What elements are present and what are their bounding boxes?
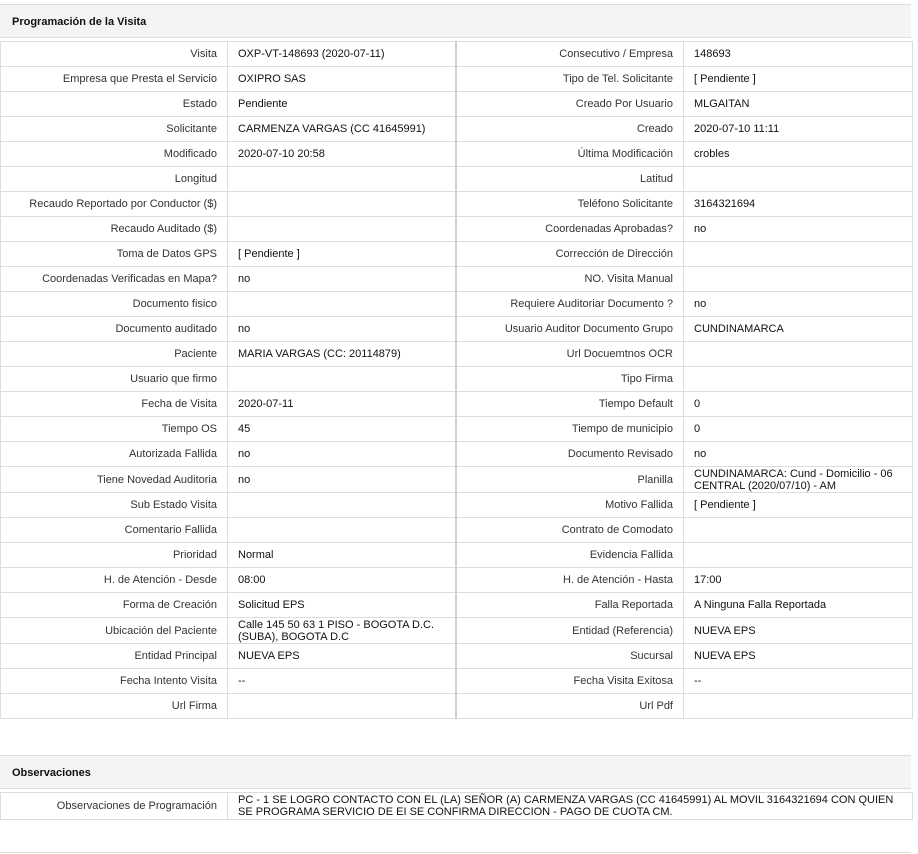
observaciones-header	[0, 755, 911, 789]
field-label: Entidad (Referencia)	[456, 618, 684, 644]
table-row	[1, 593, 913, 618]
field-value: --	[228, 669, 456, 694]
table-row	[1, 417, 913, 442]
table-row	[1, 694, 913, 719]
field-label: Documento Revisado	[456, 442, 684, 467]
table-row	[1, 117, 913, 142]
field-value	[228, 367, 456, 392]
field-label: Solicitante	[1, 117, 228, 142]
field-value: no	[228, 267, 456, 292]
table-row	[1, 217, 913, 242]
field-value	[684, 543, 913, 568]
field-value: NUEVA EPS	[228, 644, 456, 669]
table-row	[1, 317, 913, 342]
field-value: [ Pendiente ]	[228, 242, 456, 267]
field-value: 17:00	[684, 568, 913, 593]
table-row	[1, 467, 913, 493]
field-value: --	[684, 669, 913, 694]
field-value: CARMENZA VARGAS (CC 41645991)	[228, 117, 456, 142]
field-label: Tiempo OS	[1, 417, 228, 442]
field-label: Corrección de Dirección	[456, 242, 684, 267]
table-row	[1, 92, 913, 117]
field-value: no	[228, 442, 456, 467]
table-row	[1, 367, 913, 392]
table-row	[1, 142, 913, 167]
table-row	[1, 192, 913, 217]
observaciones-label: Observaciones de Programación	[1, 793, 228, 820]
field-value	[228, 694, 456, 719]
bottom-divider	[0, 852, 911, 853]
field-label: Tipo Firma	[456, 367, 684, 392]
table-row	[1, 67, 913, 92]
field-label: Tiene Novedad Auditoria	[1, 467, 228, 493]
table-row	[1, 42, 913, 67]
field-label: Latitud	[456, 167, 684, 192]
field-value: Normal	[228, 543, 456, 568]
field-value	[228, 292, 456, 317]
field-label: Documento fisico	[1, 292, 228, 317]
field-label: Evidencia Fallida	[456, 543, 684, 568]
field-value: Solicitud EPS	[228, 593, 456, 618]
field-value	[684, 242, 913, 267]
field-value	[228, 493, 456, 518]
field-value: 0	[684, 417, 913, 442]
field-label: Ubicación del Paciente	[1, 618, 228, 644]
field-value: crobles	[684, 142, 913, 167]
field-value	[228, 167, 456, 192]
field-value: CUNDINAMARCA: Cund - Domicilio - 06 CENTRAL (2020/07/10) - AM	[684, 467, 913, 493]
table-row	[1, 267, 913, 292]
field-value: CUNDINAMARCA	[684, 317, 913, 342]
programacion-title: Programación de la Visita	[12, 16, 147, 28]
field-label: Visita	[1, 42, 228, 67]
field-label: Paciente	[1, 342, 228, 367]
field-label: Tipo de Tel. Solicitante	[456, 67, 684, 92]
field-value: OXP-VT-148693 (2020-07-11)	[228, 42, 456, 67]
field-label: Teléfono Solicitante	[456, 192, 684, 217]
field-label: Sucursal	[456, 644, 684, 669]
field-label: Tiempo Default	[456, 392, 684, 417]
field-label: Fecha de Visita	[1, 392, 228, 417]
table-row	[1, 543, 913, 568]
field-label: Prioridad	[1, 543, 228, 568]
field-label: Comentario Fallida	[1, 518, 228, 543]
field-value: OXIPRO SAS	[228, 67, 456, 92]
field-value	[684, 518, 913, 543]
field-label: Documento auditado	[1, 317, 228, 342]
field-value: NUEVA EPS	[684, 644, 913, 669]
field-value: [ Pendiente ]	[684, 493, 913, 518]
field-value	[228, 217, 456, 242]
field-label: Url Docuemtnos OCR	[456, 342, 684, 367]
field-label: Creado Por Usuario	[456, 92, 684, 117]
field-label: Última Modificación	[456, 142, 684, 167]
field-label: Sub Estado Visita	[1, 493, 228, 518]
field-value: 148693	[684, 42, 913, 67]
field-label: Recaudo Reportado por Conductor ($)	[1, 192, 228, 217]
field-label: H. de Atención - Desde	[1, 568, 228, 593]
field-label: Requiere Auditoriar Documento ?	[456, 292, 684, 317]
programacion-table	[0, 41, 913, 719]
field-value	[228, 518, 456, 543]
field-value: 0	[684, 392, 913, 417]
observaciones-value: PC - 1 SE LOGRO CONTACTO CON EL (LA) SEÑOR (A) CARMENZA VARGAS (CC 41645991) AL MOVIL 3164321694 CON QUIEN SE PROGRAMA SERVICIO DE EI SE CONFIRMA DIRECCION - PAGO DE CUOTA CM.	[228, 793, 913, 820]
table-row	[1, 493, 913, 518]
field-label: Creado	[456, 117, 684, 142]
field-value: [ Pendiente ]	[684, 67, 913, 92]
field-value: 2020-07-11	[228, 392, 456, 417]
field-label: Usuario Auditor Documento Grupo	[456, 317, 684, 342]
table-row	[1, 669, 913, 694]
field-value: no	[228, 467, 456, 493]
field-label: Estado	[1, 92, 228, 117]
field-value	[684, 267, 913, 292]
field-value: no	[684, 217, 913, 242]
field-label: Modificado	[1, 142, 228, 167]
table-row	[1, 442, 913, 467]
table-row	[1, 242, 913, 267]
table-row	[1, 618, 913, 644]
field-label: Coordenadas Aprobadas?	[456, 217, 684, 242]
observaciones-table	[0, 792, 913, 820]
field-label: Coordenadas Verificadas en Mapa?	[1, 267, 228, 292]
field-label: Recaudo Auditado ($)	[1, 217, 228, 242]
field-value	[684, 342, 913, 367]
field-label: Toma de Datos GPS	[1, 242, 228, 267]
field-value: Pendiente	[228, 92, 456, 117]
field-value: Calle 145 50 63 1 PISO - BOGOTA D.C. (SUBA), BOGOTA D.C	[228, 618, 456, 644]
field-value: 08:00	[228, 568, 456, 593]
field-label: Entidad Principal	[1, 644, 228, 669]
field-value: 2020-07-10 20:58	[228, 142, 456, 167]
field-value: MARIA VARGAS (CC: 20114879)	[228, 342, 456, 367]
observaciones-title: Observaciones	[12, 767, 91, 779]
field-value: no	[684, 442, 913, 467]
field-label: Falla Reportada	[456, 593, 684, 618]
table-row	[1, 342, 913, 367]
field-value: no	[684, 292, 913, 317]
table-row	[1, 292, 913, 317]
field-label: H. de Atención - Hasta	[456, 568, 684, 593]
field-value: no	[228, 317, 456, 342]
field-label: Tiempo de municipio	[456, 417, 684, 442]
field-value: 2020-07-10 11:11	[684, 117, 913, 142]
programacion-header	[0, 4, 911, 38]
field-label: Usuario que firmo	[1, 367, 228, 392]
field-label: NO. Visita Manual	[456, 267, 684, 292]
field-label: Contrato de Comodato	[456, 518, 684, 543]
field-value: NUEVA EPS	[684, 618, 913, 644]
field-value	[684, 367, 913, 392]
field-value: A Ninguna Falla Reportada	[684, 593, 913, 618]
field-value	[684, 167, 913, 192]
field-label: Empresa que Presta el Servicio	[1, 67, 228, 92]
table-row	[1, 167, 913, 192]
table-row	[1, 644, 913, 669]
table-row	[1, 568, 913, 593]
table-row	[1, 518, 913, 543]
field-value: 3164321694	[684, 192, 913, 217]
field-label: Fecha Intento Visita	[1, 669, 228, 694]
field-label: Planilla	[456, 467, 684, 493]
field-label: Url Pdf	[456, 694, 684, 719]
field-value	[228, 192, 456, 217]
field-value	[684, 694, 913, 719]
field-label: Autorizada Fallida	[1, 442, 228, 467]
field-label: Url Firma	[1, 694, 228, 719]
field-label: Fecha Visita Exitosa	[456, 669, 684, 694]
table-row	[1, 392, 913, 417]
field-label: Forma de Creación	[1, 593, 228, 618]
field-value: 45	[228, 417, 456, 442]
field-label: Motivo Fallida	[456, 493, 684, 518]
field-value: MLGAITAN	[684, 92, 913, 117]
field-label: Longitud	[1, 167, 228, 192]
field-label: Consecutivo / Empresa	[456, 42, 684, 67]
